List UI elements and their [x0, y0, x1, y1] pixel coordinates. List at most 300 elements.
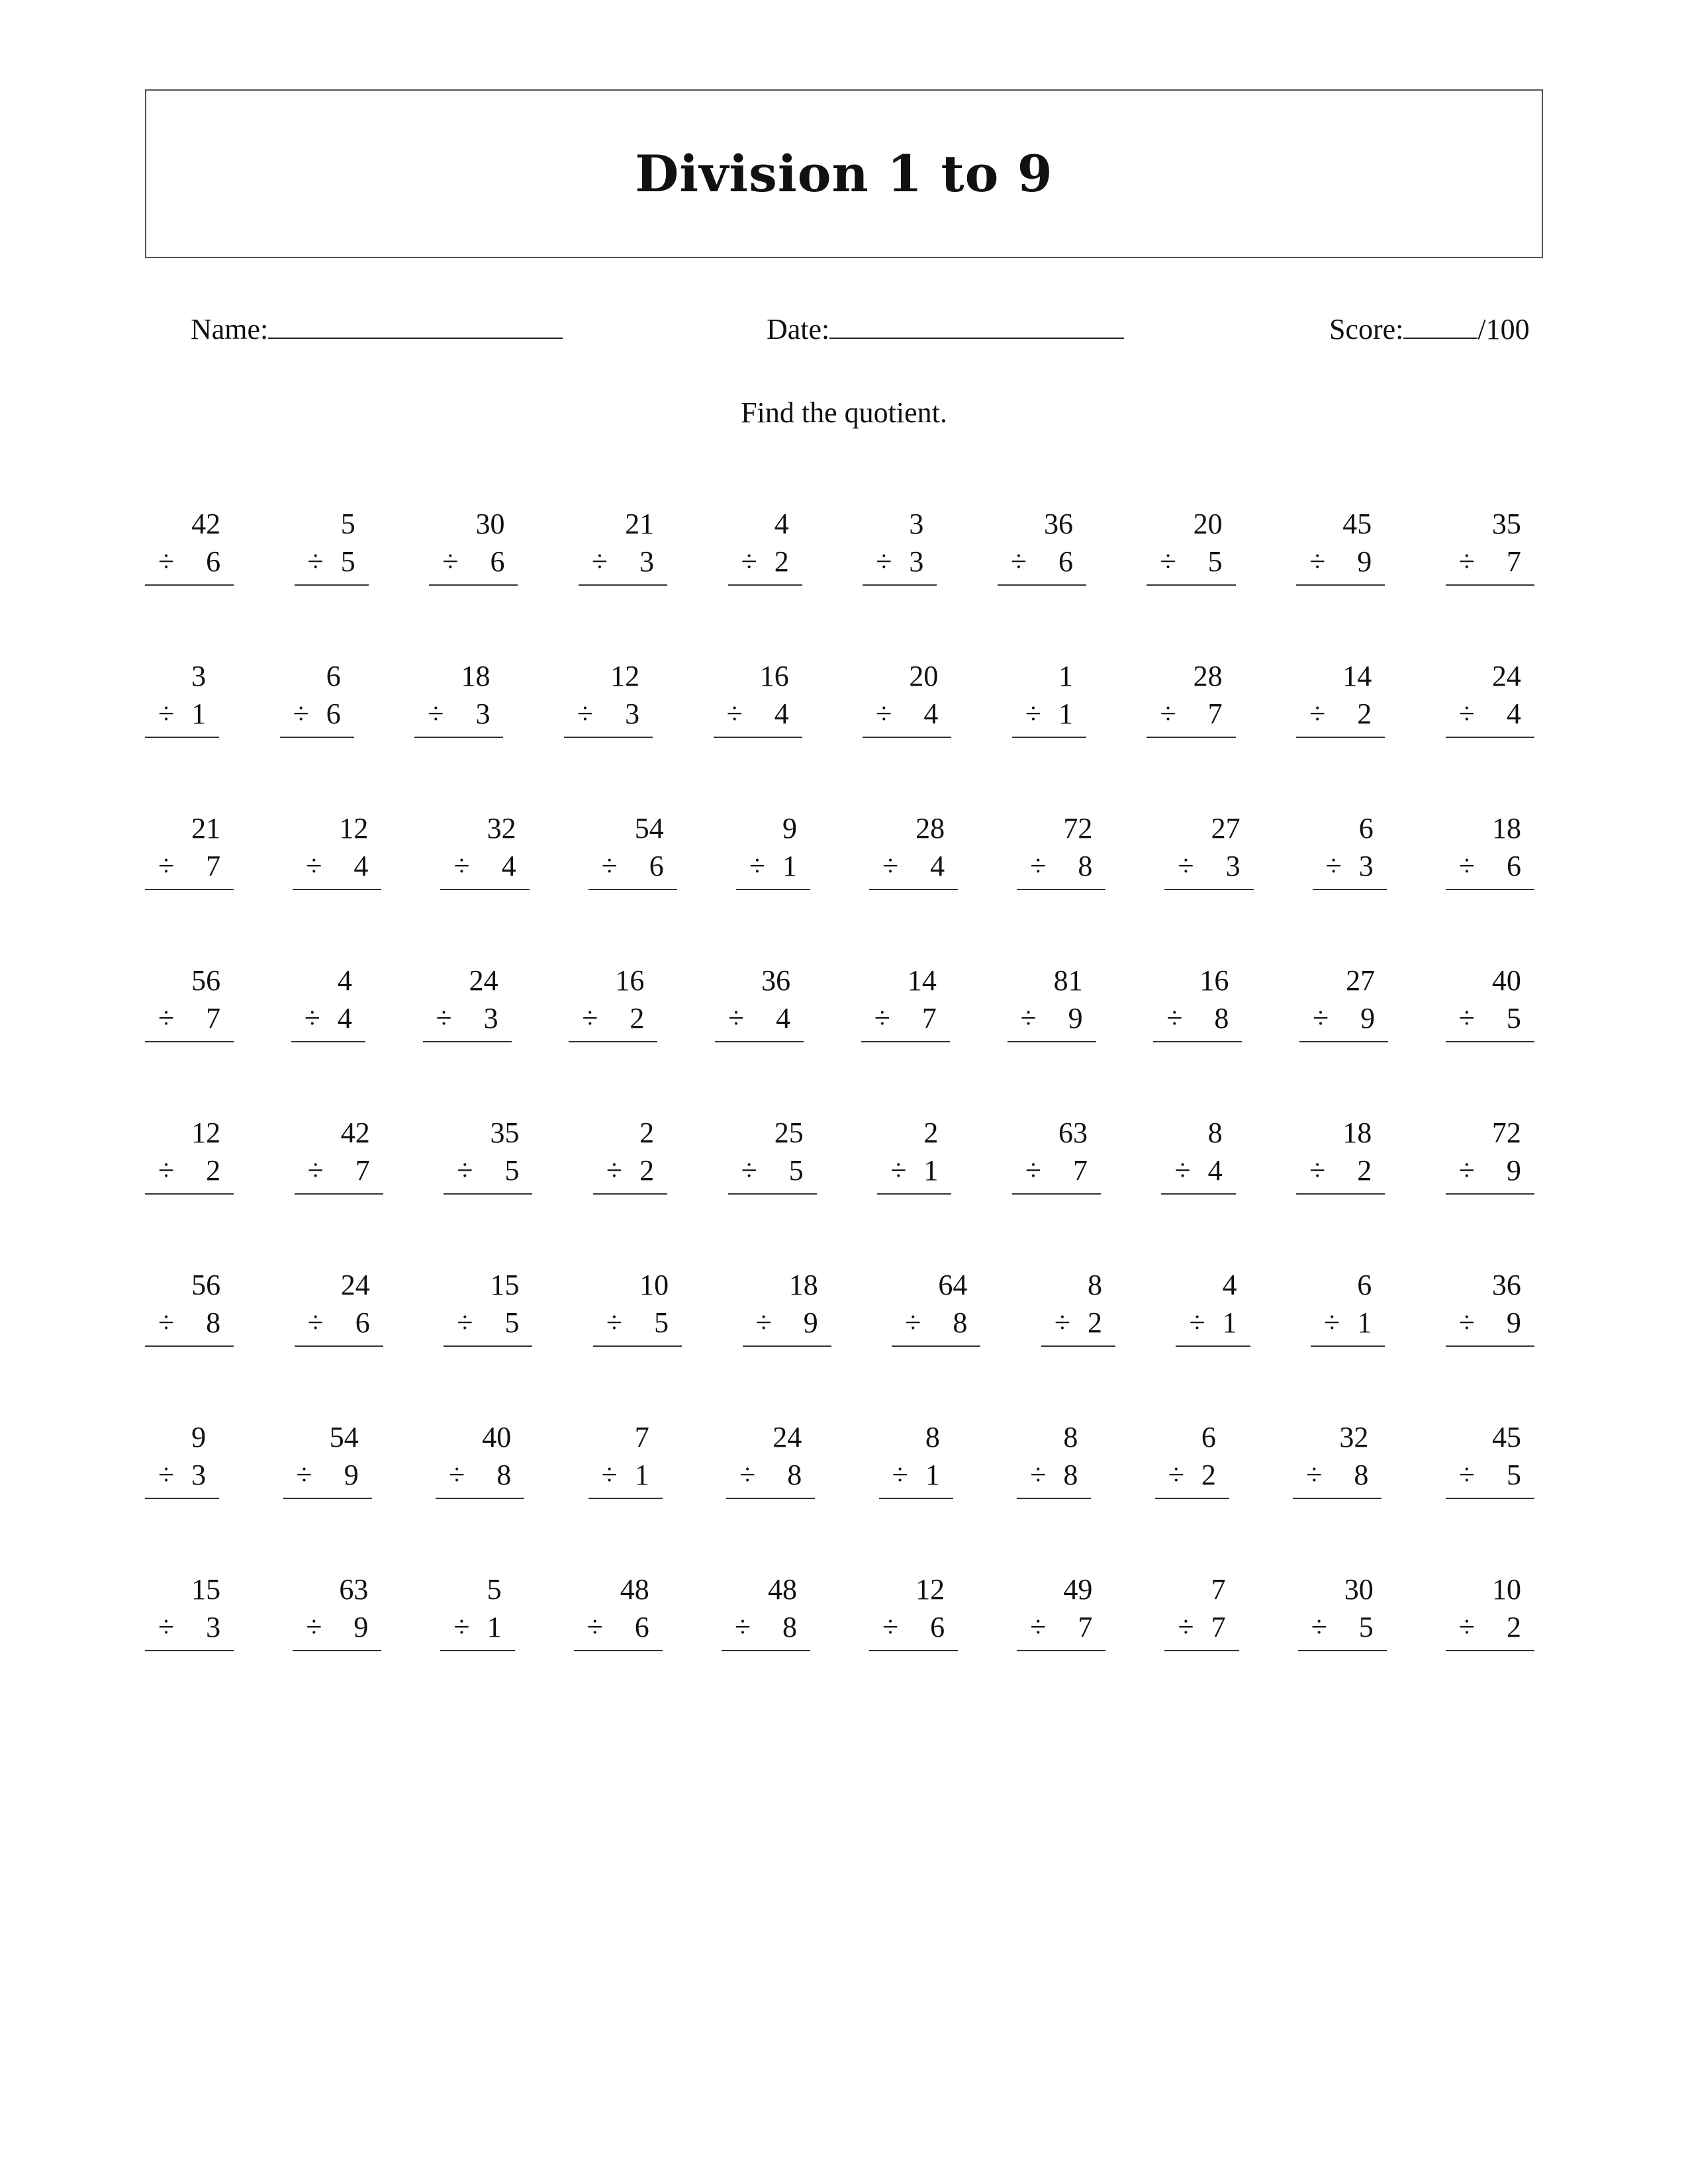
division-problem[interactable]	[1164, 1570, 1239, 1651]
spacer	[308, 1266, 324, 1304]
division-problem[interactable]	[743, 1266, 831, 1347]
division-problem[interactable]	[145, 809, 234, 890]
division-problem[interactable]	[1446, 1418, 1534, 1499]
division-problem[interactable]	[145, 1418, 219, 1499]
division-problem[interactable]	[1017, 1570, 1105, 1651]
division-problem[interactable]	[440, 809, 529, 890]
spacer	[306, 1570, 322, 1608]
division-problem[interactable]	[145, 1266, 234, 1347]
divisor: 5	[1506, 1459, 1521, 1491]
divisor: 6	[490, 545, 505, 578]
divide-sign: ÷	[1160, 545, 1176, 578]
spacer	[874, 962, 890, 999]
division-problem[interactable]	[714, 657, 802, 738]
score-label: Score:	[1329, 313, 1404, 345]
spacer	[582, 962, 598, 999]
spacer	[1030, 1418, 1046, 1456]
spacer	[297, 1418, 312, 1456]
dividend: 12	[191, 1116, 221, 1149]
spacer	[1189, 1266, 1205, 1304]
dividend: 15	[490, 1269, 520, 1301]
division-problem[interactable]	[1296, 657, 1385, 738]
dividend: 24	[469, 964, 498, 997]
dividend: 7	[634, 1421, 649, 1453]
dividend: 10	[639, 1269, 669, 1301]
divisor: 3	[206, 1611, 221, 1643]
divisor: 6	[355, 1306, 370, 1339]
divide-sign: ÷	[296, 1459, 312, 1491]
division-problem[interactable]	[1311, 1266, 1385, 1347]
division-problem[interactable]	[1176, 1266, 1250, 1347]
title-box	[145, 89, 1543, 258]
spacer	[1021, 962, 1037, 999]
division-problem[interactable]	[1153, 962, 1242, 1042]
division-problem[interactable]	[440, 1570, 514, 1651]
divisor: 4	[353, 850, 369, 882]
spacer	[158, 1266, 174, 1304]
divisor: 3	[625, 698, 640, 730]
divisor: 9	[1360, 1002, 1376, 1034]
dividend: 54	[634, 812, 664, 844]
division-problem[interactable]	[593, 1114, 667, 1195]
divide-sign: ÷	[158, 1611, 175, 1643]
dividend: 25	[774, 1116, 804, 1149]
divisor: 9	[1357, 545, 1372, 578]
division-problem[interactable]	[1299, 962, 1388, 1042]
division-problem[interactable]	[145, 1570, 234, 1651]
spacer	[741, 1114, 757, 1152]
spacer	[606, 1266, 622, 1304]
divide-sign: ÷	[892, 1459, 908, 1491]
divide-sign: ÷	[1030, 1459, 1047, 1491]
division-problem[interactable]	[145, 657, 219, 738]
divisor: 7	[1207, 698, 1223, 730]
division-problem[interactable]	[715, 962, 804, 1042]
divide-sign: ÷	[428, 698, 444, 730]
divide-sign: ÷	[1030, 850, 1047, 882]
divide-sign: ÷	[449, 1459, 465, 1491]
dividend: 16	[615, 964, 645, 997]
dividend: 24	[773, 1421, 802, 1453]
division-problem[interactable]	[1041, 1266, 1115, 1347]
divisor: 2	[1201, 1459, 1216, 1491]
dividend: 6	[1358, 812, 1374, 844]
dividend: 12	[610, 660, 640, 692]
dividend: 81	[1053, 964, 1083, 997]
dividend: 40	[482, 1421, 512, 1453]
divide-sign: ÷	[591, 545, 608, 578]
divide-sign: ÷	[1160, 698, 1176, 730]
division-problem[interactable]	[588, 1418, 663, 1499]
divisor: 4	[923, 698, 939, 730]
division-problem[interactable]	[444, 1266, 532, 1347]
divide-sign: ÷	[1178, 1611, 1194, 1643]
divisor: 1	[782, 850, 797, 882]
division-problem[interactable]	[291, 962, 365, 1042]
division-problem[interactable]	[1155, 1418, 1229, 1499]
dividend: 8	[1063, 1421, 1078, 1453]
spacer	[739, 1418, 755, 1456]
spacer	[158, 505, 174, 543]
dividend: 49	[1063, 1573, 1093, 1606]
divide-sign: ÷	[1020, 1002, 1037, 1034]
division-problem[interactable]	[1293, 1418, 1382, 1499]
divide-sign: ÷	[293, 698, 309, 730]
spacer	[882, 1570, 898, 1608]
divide-sign: ÷	[1306, 1459, 1323, 1491]
date-label: Date:	[767, 313, 830, 345]
divide-sign: ÷	[442, 545, 459, 578]
division-problem[interactable]	[728, 505, 802, 586]
division-problem[interactable]	[145, 505, 234, 586]
divide-sign: ÷	[1178, 850, 1194, 882]
divisor: 2	[639, 1154, 655, 1187]
divisor: 4	[1207, 1154, 1223, 1187]
spacer	[1309, 1114, 1325, 1152]
dividend: 4	[337, 964, 352, 997]
worksheet-title: Division 1 to 9	[635, 144, 1053, 203]
division-problem[interactable]	[593, 1266, 682, 1347]
dividend: 42	[340, 1116, 370, 1149]
dividend: 72	[1063, 812, 1093, 844]
divisor: 9	[1068, 1002, 1083, 1034]
problem-row	[145, 1418, 1534, 1499]
spacer	[1459, 1266, 1475, 1304]
division-problem[interactable]	[879, 1418, 953, 1499]
division-problem[interactable]	[579, 505, 667, 586]
spacer	[1160, 657, 1176, 695]
division-problem[interactable]	[436, 1418, 524, 1499]
divide-sign: ÷	[307, 1154, 324, 1187]
spacer	[428, 657, 444, 695]
spacer	[158, 1570, 174, 1608]
division-problem[interactable]	[1161, 1114, 1235, 1195]
spacer	[727, 657, 743, 695]
division-problem[interactable]	[293, 1570, 381, 1651]
division-problem[interactable]	[1313, 809, 1387, 890]
spacer	[882, 809, 898, 847]
divide-sign: ÷	[1325, 850, 1342, 882]
division-problem[interactable]	[1012, 657, 1086, 738]
divide-sign: ÷	[158, 1002, 175, 1034]
date-field[interactable]	[767, 311, 1124, 346]
spacer	[453, 1570, 469, 1608]
spacer	[1459, 657, 1475, 695]
divide-sign: ÷	[1309, 545, 1326, 578]
dividend: 8	[925, 1421, 940, 1453]
divide-sign: ÷	[1166, 1002, 1183, 1034]
dividend: 14	[907, 964, 937, 997]
divide-sign: ÷	[1189, 1306, 1205, 1339]
dividend: 63	[339, 1573, 369, 1606]
division-problem[interactable]	[293, 809, 381, 890]
division-problem[interactable]	[998, 505, 1086, 586]
spacer	[1306, 1418, 1322, 1456]
divide-sign: ÷	[1309, 1154, 1326, 1187]
divisor: 9	[1506, 1306, 1521, 1339]
division-problem[interactable]	[1147, 657, 1235, 738]
spacer	[735, 1570, 751, 1608]
spacer	[1459, 1418, 1475, 1456]
division-problem[interactable]	[863, 657, 951, 738]
problem-row	[145, 505, 1534, 586]
divide-sign: ÷	[1458, 1459, 1475, 1491]
divide-sign: ÷	[453, 850, 470, 882]
dividend: 27	[1346, 964, 1376, 997]
divide-sign: ÷	[307, 545, 324, 578]
divide-sign: ÷	[586, 1611, 603, 1643]
dividend: 36	[1044, 508, 1073, 540]
dividend: 5	[487, 1573, 502, 1606]
dividend: 36	[1491, 1269, 1521, 1301]
score-blank[interactable]	[1403, 311, 1477, 339]
division-problem[interactable]	[892, 1266, 980, 1347]
divide-sign: ÷	[306, 850, 322, 882]
spacer	[1309, 505, 1325, 543]
divide-sign: ÷	[1313, 1002, 1329, 1034]
division-problem[interactable]	[1008, 962, 1096, 1042]
spacer	[1311, 1570, 1327, 1608]
dividend: 6	[1201, 1421, 1216, 1453]
divide-sign: ÷	[1030, 1611, 1047, 1643]
divisor: 7	[1506, 545, 1521, 578]
divide-sign: ÷	[739, 1459, 756, 1491]
divisor: 1	[487, 1611, 502, 1643]
division-problem[interactable]	[429, 505, 518, 586]
name-field[interactable]	[191, 311, 563, 346]
divide-sign: ÷	[1309, 698, 1326, 730]
spacer	[1459, 505, 1475, 543]
spacer	[158, 657, 174, 695]
spacer	[577, 657, 593, 695]
division-problem[interactable]	[1017, 809, 1105, 890]
divisor: 2	[1088, 1306, 1102, 1339]
division-problem[interactable]	[280, 657, 354, 738]
divisor: 3	[483, 1002, 498, 1034]
dividend: 21	[625, 508, 655, 540]
division-problem[interactable]	[283, 1418, 372, 1499]
division-problem[interactable]	[1446, 962, 1534, 1042]
divide-sign: ÷	[755, 1306, 772, 1339]
divisor: 6	[1058, 545, 1073, 578]
dividend: 18	[788, 1269, 818, 1301]
divisor: 3	[475, 698, 491, 730]
spacer	[592, 505, 608, 543]
dividend: 3	[191, 660, 207, 692]
dividend: 45	[1491, 1421, 1521, 1453]
divide-sign: ÷	[905, 1306, 921, 1339]
divide-sign: ÷	[741, 1154, 757, 1187]
division-problem[interactable]	[1164, 809, 1253, 890]
divide-sign: ÷	[1054, 1306, 1070, 1339]
division-problem[interactable]	[564, 657, 653, 738]
spacer	[1459, 1114, 1475, 1152]
spacer	[293, 657, 309, 695]
spacer	[602, 1418, 618, 1456]
divide-sign: ÷	[158, 698, 175, 730]
divisor: 1	[923, 1154, 939, 1187]
division-problem[interactable]	[145, 962, 234, 1042]
dividend: 18	[1342, 1116, 1372, 1149]
spacer	[457, 1266, 473, 1304]
divisor: 7	[206, 850, 221, 882]
divide-sign: ÷	[1174, 1154, 1191, 1187]
division-problem[interactable]	[861, 962, 950, 1042]
problem-row	[145, 1266, 1534, 1347]
divisor: 8	[787, 1459, 802, 1491]
dividend: 7	[1211, 1573, 1226, 1606]
division-problem[interactable]	[877, 1114, 951, 1195]
divide-sign: ÷	[874, 1002, 890, 1034]
spacer	[308, 1114, 324, 1152]
division-problem[interactable]	[588, 809, 677, 890]
divide-sign: ÷	[601, 850, 618, 882]
division-problem[interactable]	[726, 1418, 815, 1499]
dividend: 9	[191, 1421, 207, 1453]
score-field[interactable]	[1329, 311, 1530, 346]
divisor: 7	[206, 1002, 221, 1034]
dividend: 20	[1193, 508, 1223, 540]
spacer	[436, 962, 452, 999]
spacer	[453, 809, 469, 847]
spacer	[1459, 1570, 1475, 1608]
dividend: 8	[1207, 1116, 1223, 1149]
divisor: 6	[634, 1611, 649, 1643]
divisor: 7	[921, 1002, 937, 1034]
dividend: 24	[1491, 660, 1521, 692]
division-problem[interactable]	[863, 505, 937, 586]
divide-sign: ÷	[577, 698, 594, 730]
division-problem[interactable]	[1446, 809, 1534, 890]
division-problem[interactable]	[423, 962, 512, 1042]
dividend: 4	[774, 508, 789, 540]
division-problem[interactable]	[1017, 1418, 1091, 1499]
divisor: 3	[191, 1459, 207, 1491]
division-problem[interactable]	[414, 657, 503, 738]
division-problem[interactable]	[574, 1570, 663, 1651]
division-problem[interactable]	[722, 1570, 810, 1651]
dividend: 24	[340, 1269, 370, 1301]
dividend: 28	[1193, 660, 1223, 692]
division-problem[interactable]	[1296, 505, 1385, 586]
dividend: 18	[1491, 812, 1521, 844]
spacer	[158, 962, 174, 999]
spacer	[1025, 1114, 1041, 1152]
division-problem[interactable]	[145, 1114, 234, 1195]
spacer	[1160, 505, 1176, 543]
division-problem[interactable]	[869, 809, 958, 890]
spacer	[587, 1570, 603, 1608]
divisor: 8	[782, 1611, 797, 1643]
divide-sign: ÷	[749, 850, 765, 882]
division-problem[interactable]	[1298, 1570, 1387, 1651]
divide-sign: ÷	[436, 1002, 452, 1034]
divisor: 6	[206, 545, 221, 578]
divisor: 3	[909, 545, 924, 578]
divide-sign: ÷	[307, 1306, 324, 1339]
division-problem[interactable]	[444, 1114, 532, 1195]
spacer	[1030, 809, 1046, 847]
divisor: 5	[788, 1154, 804, 1187]
division-problem[interactable]	[1446, 657, 1534, 738]
divisor: 5	[340, 545, 355, 578]
divisor: 9	[344, 1459, 359, 1491]
divisor: 3	[1225, 850, 1241, 882]
division-problem[interactable]	[1012, 1114, 1101, 1195]
division-problem[interactable]	[1296, 1114, 1385, 1195]
dividend: 18	[461, 660, 491, 692]
dividend: 35	[1491, 508, 1521, 540]
division-problem[interactable]	[295, 505, 369, 586]
divide-sign: ÷	[876, 698, 892, 730]
division-problem[interactable]	[295, 1114, 383, 1195]
divisor: 8	[1214, 1002, 1229, 1034]
dividend: 12	[915, 1573, 945, 1606]
dividend: 56	[191, 964, 221, 997]
spacer	[308, 505, 324, 543]
divisor: 6	[1506, 850, 1521, 882]
division-problem[interactable]	[869, 1570, 958, 1651]
division-problem[interactable]	[1446, 1114, 1534, 1195]
division-problem[interactable]	[736, 809, 810, 890]
divide-sign: ÷	[1458, 850, 1475, 882]
divide-sign: ÷	[890, 1154, 907, 1187]
spacer	[449, 1418, 465, 1456]
divide-sign: ÷	[1458, 1611, 1475, 1643]
divisor: 4	[930, 850, 945, 882]
spacer	[1324, 1266, 1340, 1304]
spacer	[749, 809, 765, 847]
spacer	[1025, 657, 1041, 695]
division-problem[interactable]	[1147, 505, 1235, 586]
divisor: 5	[504, 1154, 520, 1187]
division-problem[interactable]	[1446, 1570, 1534, 1651]
dividend: 3	[909, 508, 924, 540]
spacer	[1030, 1570, 1046, 1608]
divide-sign: ÷	[1458, 545, 1475, 578]
divide-sign: ÷	[158, 545, 175, 578]
divide-sign: ÷	[306, 1611, 322, 1643]
score-total: /100	[1477, 313, 1530, 345]
divide-sign: ÷	[304, 1002, 320, 1034]
dividend: 2	[639, 1116, 655, 1149]
dividend: 16	[1199, 964, 1229, 997]
division-problem[interactable]	[295, 1266, 383, 1347]
spacer	[728, 962, 744, 999]
division-problem[interactable]	[728, 1114, 817, 1195]
divide-sign: ÷	[1025, 698, 1041, 730]
dividend: 9	[782, 812, 797, 844]
division-problem[interactable]	[1446, 1266, 1534, 1347]
divisor: 8	[206, 1306, 221, 1339]
divide-sign: ÷	[158, 1459, 175, 1491]
divide-sign: ÷	[1324, 1306, 1340, 1339]
name-blank[interactable]	[268, 311, 563, 339]
divide-sign: ÷	[1458, 1154, 1475, 1187]
date-blank[interactable]	[829, 311, 1124, 339]
division-problem[interactable]	[569, 962, 657, 1042]
division-problem[interactable]	[1446, 505, 1534, 586]
dividend: 56	[191, 1269, 221, 1301]
divisor: 7	[1073, 1154, 1088, 1187]
spacer	[741, 505, 757, 543]
dividend: 54	[329, 1421, 359, 1453]
divide-sign: ÷	[158, 1154, 175, 1187]
divisor: 3	[1358, 850, 1374, 882]
divide-sign: ÷	[457, 1306, 473, 1339]
divisor: 9	[803, 1306, 818, 1339]
spacer	[1168, 1418, 1184, 1456]
